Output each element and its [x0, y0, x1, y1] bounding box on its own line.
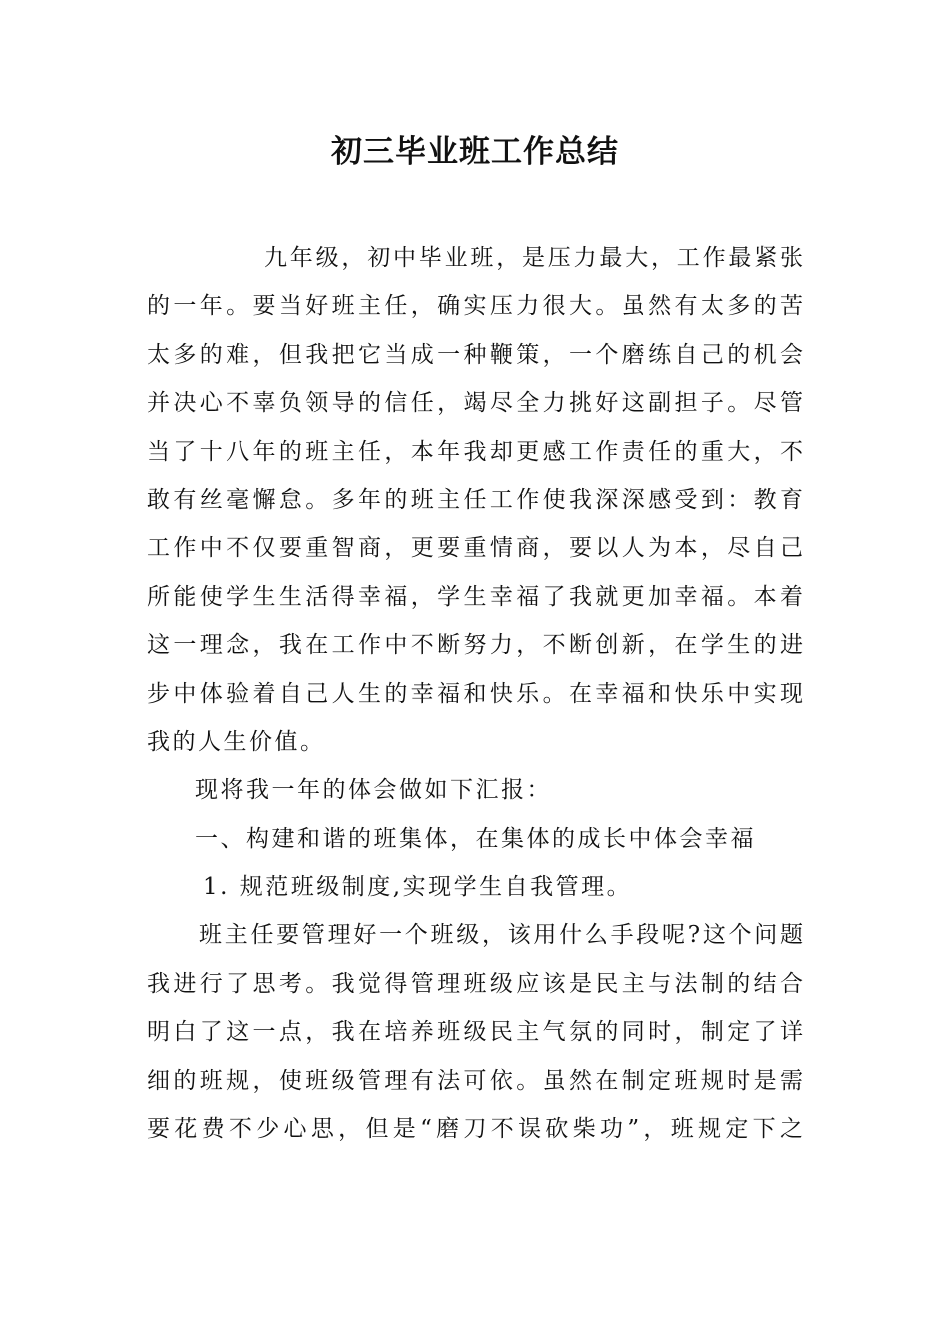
paragraph-line: 我的人生价值。: [147, 728, 326, 755]
paragraph-line: 的一年。要当好班主任，确实压力很大。虽然有太多的苦: [147, 293, 803, 320]
paragraph-line: 细的班规，使班级管理有法可依。虽然在制定班规时是需: [147, 1067, 803, 1094]
paragraph-line: 步中体验着自己人生的幸福和快乐。在幸福和快乐中实现: [147, 680, 803, 707]
document-title: 初三毕业班工作总结: [331, 134, 619, 170]
paragraph-line: 要花费不少心思，但是“磨刀不误砍柴功”，班规定下之: [147, 1116, 803, 1143]
paragraph-line: 我进行了思考。我觉得管理班级应该是民主与法制的结合: [147, 970, 803, 997]
paragraph-line: 并决心不辜负领导的信任，竭尽全力挑好这副担子。尽管: [147, 390, 803, 417]
paragraph-line: 所能使学生生活得幸福，学生幸福了我就更加幸福。本着: [147, 583, 803, 610]
document-body: [147, 234, 803, 1153]
paragraph-line: 这一理念，我在工作中不断努力，不断创新，在学生的进: [147, 632, 803, 659]
paragraph-line: 班主任要管理好一个班级，该用什么手段呢?这个问题: [199, 922, 803, 949]
paragraph-line: 明白了这一点，我在培养班级民主气氛的同时，制定了详: [147, 1019, 803, 1046]
paragraph-line: 现将我一年的体会做如下汇报：: [195, 777, 552, 804]
paragraph-line: 工作中不仅要重智商，更要重情商，要以人为本，尽自己: [147, 535, 803, 562]
paragraph-line: 太多的难，但我把它当成一种鞭策，一个磨练自己的机会: [147, 341, 803, 368]
section-heading: 一、构建和谐的班集体，在集体的成长中体会幸福: [195, 825, 756, 852]
paragraph-line: 九年级，初中毕业班，是压力最大，工作最紧张: [264, 245, 803, 271]
paragraph-line: 当了十八年的班主任，本年我却更感工作责任的重大，不: [147, 438, 803, 465]
subsection-heading: 1. 规范班级制度,实现学生自我管理。: [203, 874, 633, 901]
paragraph-line: 敢有丝毫懈怠。多年的班主任工作使我深深感受到：教育: [147, 486, 803, 513]
